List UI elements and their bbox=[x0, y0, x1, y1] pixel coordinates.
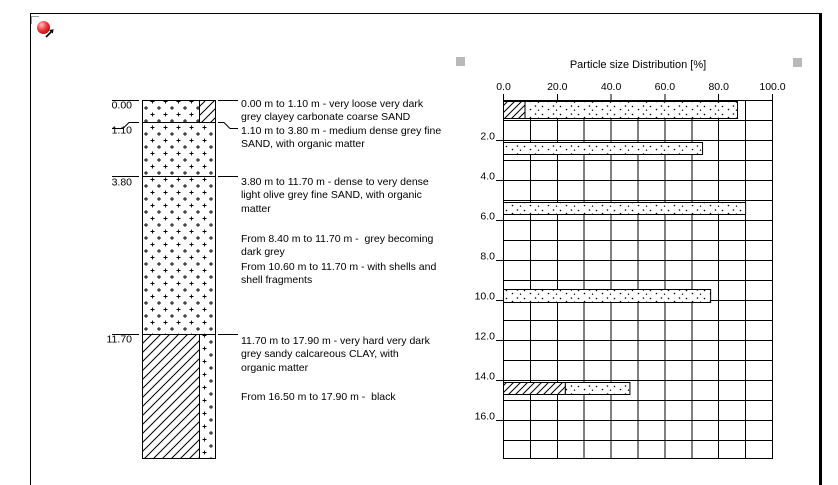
description-line: From 10.60 m to 11.70 m - with shells and bbox=[241, 261, 437, 273]
y-tick-label: 2.0 bbox=[480, 130, 495, 143]
depth-label: 11.70 bbox=[106, 333, 132, 346]
chart-bar-segment bbox=[504, 102, 526, 119]
chart-bar-segment bbox=[504, 143, 703, 155]
description-line: shell fragments bbox=[241, 274, 313, 287]
description-line: SAND, with organic matter bbox=[241, 138, 365, 151]
y-tick-label: 6.0 bbox=[480, 210, 495, 223]
layer-description-4 bbox=[241, 233, 453, 260]
layer-description-5 bbox=[241, 261, 453, 288]
y-tick-label: 16.0 bbox=[474, 410, 495, 423]
depth-label: 0.00 bbox=[111, 99, 132, 112]
y-tick-label: 10.0 bbox=[474, 290, 495, 303]
y-tick-label: 8.0 bbox=[480, 250, 495, 263]
description-line: 1.10 m to 3.80 m - medium dense grey fine bbox=[241, 125, 442, 137]
chart-title: Particle size Distribution [%] bbox=[569, 59, 707, 71]
description-line: matter bbox=[241, 202, 271, 215]
depth-label: 3.80 bbox=[111, 176, 132, 189]
description-line: From 16.50 m to 17.90 m - black bbox=[241, 391, 396, 403]
selection-handle-right[interactable] bbox=[793, 58, 802, 67]
description-line: dark grey bbox=[241, 246, 285, 259]
x-tick-label: 0.0 bbox=[496, 81, 511, 93]
description-line: grey sandy calcareous CLAY, with bbox=[241, 348, 399, 361]
chart-y-axis bbox=[475, 131, 504, 423]
layer-description-6 bbox=[241, 335, 453, 375]
description-line: grey clayey carbonate coarse SAND bbox=[241, 111, 411, 124]
y-tick-label: 14.0 bbox=[474, 370, 495, 383]
description-line: From 8.40 m to 11.70 m - grey becoming bbox=[241, 233, 434, 245]
chart-bar-segment bbox=[504, 290, 711, 303]
y-tick-label: 4.0 bbox=[480, 170, 495, 183]
x-tick-label: 60.0 bbox=[654, 81, 676, 93]
description-line: organic matter bbox=[241, 361, 309, 374]
chart-x-axis bbox=[496, 81, 786, 101]
y-tick-label: 12.0 bbox=[474, 330, 495, 343]
x-tick-label: 40.0 bbox=[600, 81, 622, 93]
description-line: light olive grey fine SAND, with organic bbox=[241, 189, 422, 202]
description-line: 0.00 m to 1.10 m - very loose very dark bbox=[241, 98, 424, 110]
depth-label: 1.10 bbox=[111, 124, 132, 137]
layer-description-7 bbox=[241, 391, 453, 404]
chart-bar-segment bbox=[525, 102, 738, 119]
x-tick-label: 80.0 bbox=[708, 81, 729, 93]
x-tick-label: 20.0 bbox=[547, 81, 568, 93]
chart-bar-segment bbox=[504, 203, 746, 215]
chart-bars bbox=[504, 102, 746, 395]
layer-description-2 bbox=[241, 125, 453, 152]
layer-description-1 bbox=[241, 98, 453, 125]
description-line: 11.70 m to 17.90 m - very hard very dark bbox=[241, 335, 430, 347]
description-line: 3.80 m to 11.70 m - dense to very dense bbox=[241, 176, 429, 188]
selection-handle-left[interactable] bbox=[456, 57, 465, 66]
x-tick-label: 100.0 bbox=[759, 81, 786, 93]
layer-description-3 bbox=[241, 176, 453, 216]
chart-bar-segment bbox=[504, 383, 566, 395]
chart-bar-segment bbox=[565, 383, 630, 395]
